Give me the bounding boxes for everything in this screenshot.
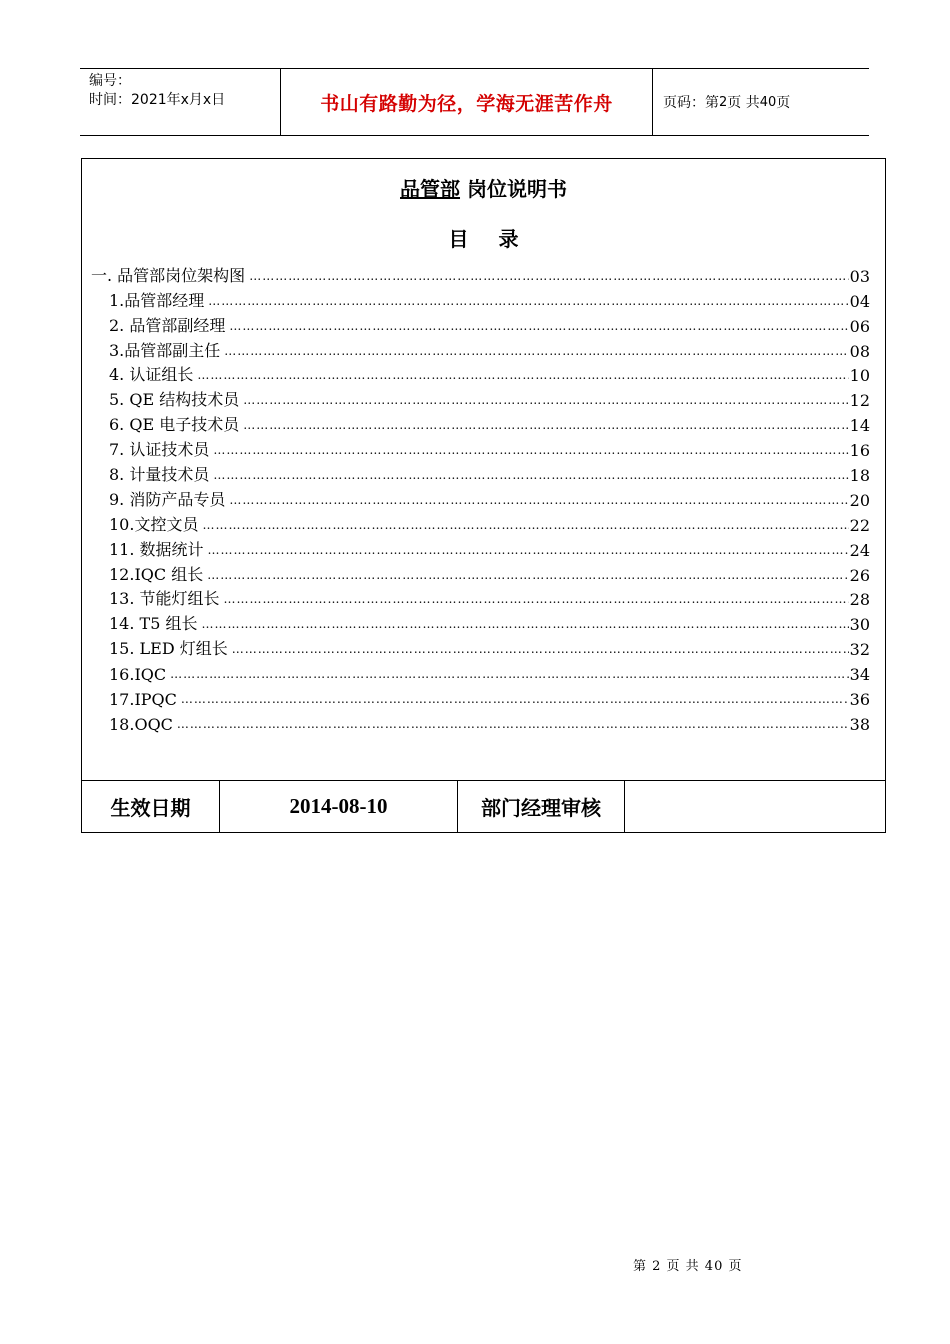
toc-entry-label: 18.OQC [109,714,173,734]
toc-dot-leader [229,493,848,507]
toc-entry-page: 28 [849,590,870,610]
toc-dot-leader [170,667,849,681]
toc-entry-label: 11. 数据统计 [109,539,204,559]
toc-entry-label: 15. LED 灯组长 [109,639,228,659]
toc-dot-leader [208,543,849,557]
toc-entry [91,485,870,510]
toc-entry [91,460,870,485]
page-total: 40 [759,94,777,110]
toc-entry-label: 13. 节能灯组长 [109,589,220,609]
toc-dot-leader [229,319,848,333]
toc-dot-leader [232,642,849,656]
toc-entry [91,659,870,684]
toc-entry [91,410,870,435]
toc-entry [91,435,870,460]
toc-entry [91,510,870,535]
page-prefix: 页码：第 [663,95,719,111]
toc-entry-page: 24 [849,540,870,560]
toc-dot-leader [213,443,848,457]
toc-entry-page: 08 [849,341,870,361]
toc-dot-leader [249,269,848,283]
toc-entry-page: 06 [849,316,870,336]
toc-dot-leader [224,344,848,358]
number-label: 编号： [89,73,131,89]
toc-dot-leader [197,368,848,382]
toc-dot-leader [202,518,848,532]
toc-entry-label: 5. QE 结构技术员 [109,390,240,410]
toc-entry [91,609,870,634]
toc-entry [91,361,870,386]
toc-entry-page: 30 [849,615,870,635]
toc-entry-label: 1.品管部经理 [109,290,205,310]
toc-dot-leader [208,294,848,308]
toc-entry [91,560,870,585]
toc-entry-page: 22 [849,515,870,535]
header-page-counter [653,69,869,135]
review-value [625,781,885,832]
effective-date-label: 生效日期 [82,781,220,832]
table-of-contents [91,261,870,734]
toc-dot-leader [243,393,848,407]
toc-entry-label: 7. 认证技术员 [109,440,210,460]
toc-entry-label: 14. T5 组长 [109,614,198,634]
toc-entry-label: 17.IPQC [109,690,177,710]
toc-entry-page: 20 [849,490,870,510]
toc-dot-leader [207,568,848,582]
toc-heading: 目录 [448,227,549,251]
toc-entry-label: 16.IQC [109,665,167,685]
toc-entry-label: 8. 计量技术员 [109,465,210,485]
header-motto: 书山有路勤为径，学海无涯苦作舟 [281,69,653,135]
toc-entry-label: 一. 品管部岗位架构图 [91,265,246,285]
approval-row [82,780,885,832]
toc-dot-leader [213,468,848,482]
toc-entry [91,709,870,734]
effective-date-value: 2014-08-10 [220,781,458,832]
toc-dot-leader [201,617,848,631]
toc-dot-leader [243,418,848,432]
page-header [80,68,869,136]
toc-entry [91,634,870,659]
page-current: 2 [719,94,728,110]
toc-dot-leader [224,592,849,606]
page-mid: 页 共 [727,95,760,111]
title-department: 品管部 [400,177,461,201]
page-footer: 第 2 页 共 40 页 [633,1259,743,1274]
toc-entry-label: 12.IQC 组长 [109,564,204,584]
toc-dot-leader [181,692,849,706]
time-label: 时间：2021年x月x日 [89,92,226,108]
toc-entry [91,535,870,560]
toc-entry [91,286,870,311]
toc-entry-label: 2. 品管部副经理 [109,315,226,335]
toc-entry-label: 3.品管部副主任 [109,340,221,360]
toc-entry-page: 18 [849,466,870,486]
toc-entry-page: 03 [849,266,870,286]
toc-entry-page: 12 [849,391,870,411]
toc-entry [91,684,870,709]
title-rest: 岗位说明书 [460,177,567,201]
toc-entry-page: 14 [849,416,870,436]
toc-entry [91,336,870,361]
toc-entry-page: 38 [849,714,870,734]
page-suffix: 页 [776,95,791,111]
toc-entry-page: 16 [849,441,870,461]
toc-entry-page: 26 [849,565,870,585]
toc-entry [91,385,870,410]
toc-entry-page: 04 [849,291,870,311]
toc-entry [91,261,870,286]
toc-entry-page: 10 [849,366,870,386]
toc-entry-label: 9. 消防产品专员 [109,489,226,509]
toc-entry [91,585,870,610]
toc-entry-page: 36 [849,690,870,710]
toc-dot-leader [177,717,849,731]
toc-entry-page: 32 [849,640,870,660]
toc-entry-label: 10.文控文员 [109,514,199,534]
toc-entry-label: 4. 认证组长 [109,365,194,385]
toc-entry [91,311,870,336]
toc-entry-label: 6. QE 电子技术员 [109,415,240,435]
document-title [82,173,885,202]
toc-entry-page: 34 [849,665,870,685]
review-label: 部门经理审核 [458,781,625,832]
document-frame [81,158,886,833]
header-meta-cell [80,69,281,135]
